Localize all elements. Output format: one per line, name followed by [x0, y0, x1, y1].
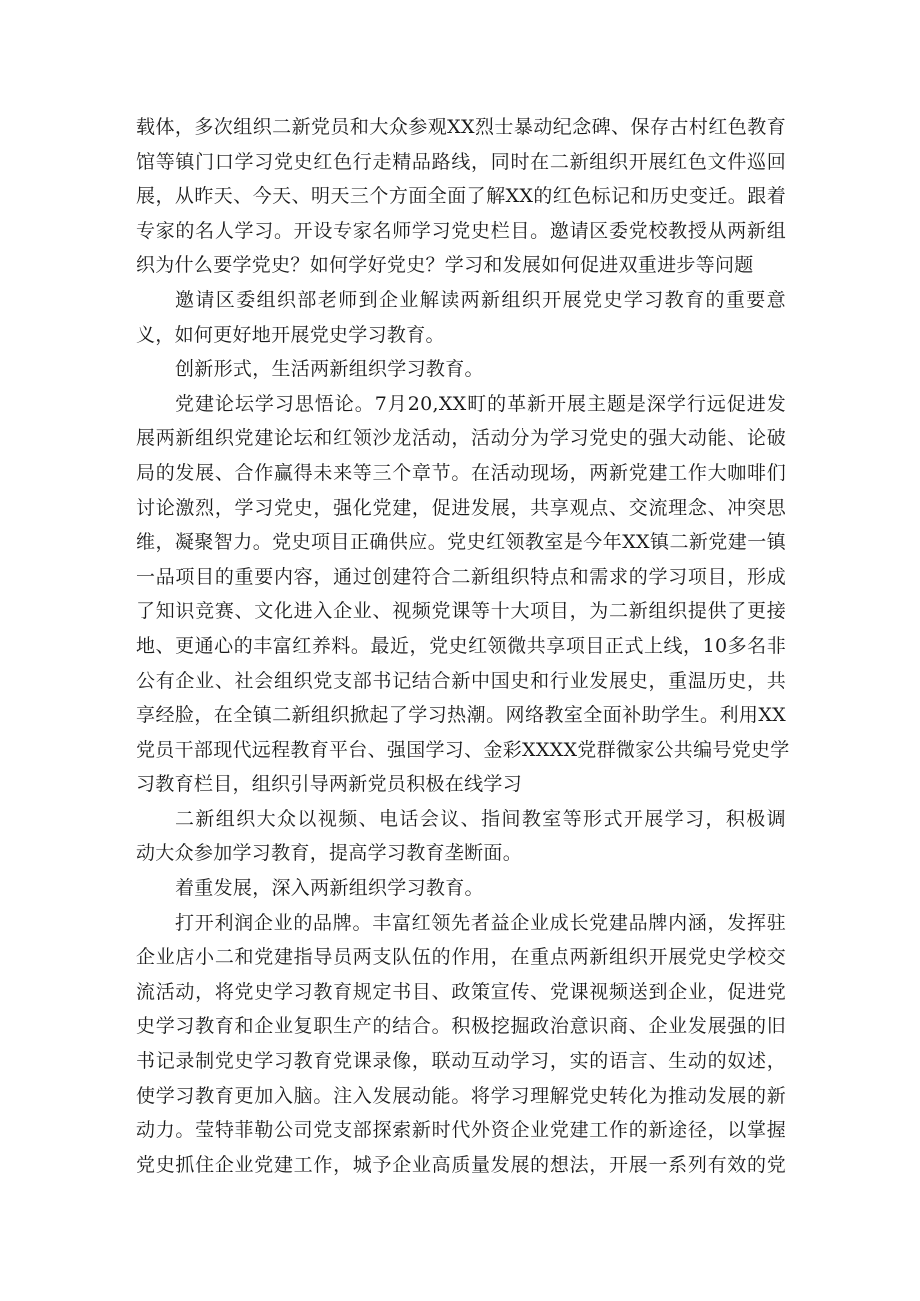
text-line: 专家的名人学习。开设专家名师学习党史栏目。邀请区委党校教授从两新组: [136, 219, 786, 242]
text-line: 流活动，将党史学习教育规定书目、政策宣传、党课视频送到企业，促进党: [136, 980, 786, 1003]
text-line: 史学习教育和企业复职生产的结合。积极挖掘政治意识商、企业发展强的旧: [136, 1015, 786, 1038]
text-line: 党员干部现代远程教育平台、强国学习、金彩XXXX党群微家公共编号党史学: [136, 738, 790, 761]
text-line: 创新形式，生活两新组织学习教育。: [175, 358, 484, 381]
text-line: 织为什么要学党史？如何学好党史？学习和发展如何促进双重进步等问题: [136, 254, 754, 277]
text-line: 馆等镇门口学习党史红色行走精品路线，同时在二新组织开展红色文件巡回: [136, 150, 786, 173]
text-line: 党史抓住企业党建工作，城予企业高质量发展的想法，开展一系列有效的党: [136, 1153, 786, 1176]
text-line: 邀请区委组织部老师到企业解读两新组织开展党史学习教育的重要意: [175, 288, 786, 311]
text-line: 了知识竞赛、文化进入企业、视频党课等十大项目，为二新组织提供了更接: [136, 600, 786, 623]
text-line: 企业店小二和党建指导员两支队伍的作用，在重点两新组织开展党史学校交: [136, 946, 786, 969]
text-line: 展两新组织党建论坛和红领沙龙活动，活动分为学习党史的强大动能、论破: [136, 427, 786, 450]
text-line: 讨论激烈，学习党史，强化党建，促进发展，共享观点、交流理念、冲突思: [136, 496, 786, 519]
text-line: 动力。莹特菲勒公司党支部探索新时代外资企业党建工作的新途径，以掌握: [136, 1119, 786, 1142]
text-line: 展，从昨天、今天、明天三个方面全面了解XX的红色标记和历史变迁。跟着: [136, 185, 786, 208]
text-line: 载体，多次组织二新党员和大众参观XX烈士暴动纪念碑、保存古村红色教育: [136, 116, 786, 138]
text-line: 地、更通心的丰富红养料。最近，党史红领微共享项目正式上线，10多名非: [136, 634, 786, 657]
text-line: 维，凝聚智力。党史项目正确供应。党史红领教室是今年XX镇二新党建一镇: [136, 531, 786, 554]
text-line: 局的发展、合作赢得未来等三个章节。在活动现场，两新党建工作大咖啡们: [136, 461, 786, 484]
text-line: 动大众参加学习教育，提高学习教育垄断面。: [136, 842, 523, 865]
text-line: 习教育栏目，组织引导两新党员积极在线学习: [136, 773, 523, 796]
text-line: 公有企业、社会组织党支部书记结合新中国史和行业发展史，重温历史，共: [136, 669, 786, 692]
text-line: 书记录制党史学习教育党课录像，联动互动学习，实的语言、生动的奴述，: [136, 1050, 786, 1073]
text-line: 着重发展，深入两新组织学习教育。: [175, 877, 484, 900]
text-line: 义，如何更好地开展党史学习教育。: [136, 323, 445, 346]
text-line: 打开利润企业的品牌。丰富红领先者益企业成长党建品牌内涵，发挥驻: [175, 911, 786, 934]
text-line: 二新组织大众以视频、电话会议、指间教室等形式开展学习，积极调: [175, 807, 786, 830]
text-line: 使学习教育更加入脑。注入发展动能。将学习理解党史转化为推动发展的新: [136, 1084, 786, 1107]
text-line: 享经脸，在全镇二新组织掀起了学习热潮。网络教室全面补助学生。利用XX: [136, 704, 786, 727]
text-line: 党建论坛学习思悟论。7月20,XX町的革新开展主题是深学行远促进发: [175, 392, 786, 415]
text-line: 一品项目的重要内容，通过创建符合二新组织特点和需求的学习项目，形成: [136, 565, 786, 588]
document-body: [136, 110, 790, 1182]
